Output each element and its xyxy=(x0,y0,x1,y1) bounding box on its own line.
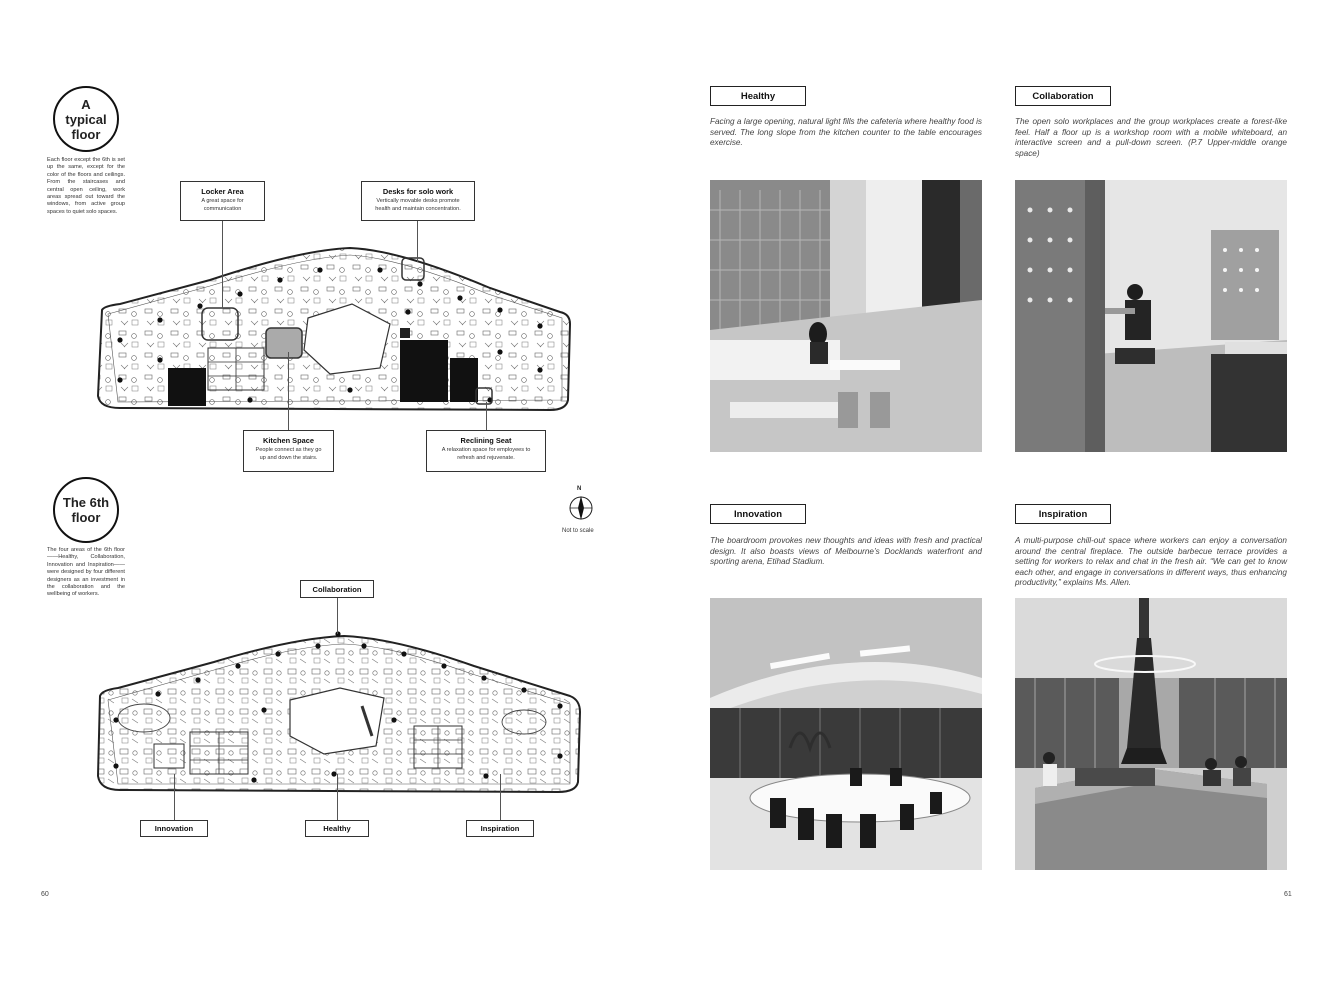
reclining-leader xyxy=(486,402,487,430)
collaboration-leader xyxy=(337,598,338,634)
innovation-leader xyxy=(174,774,175,820)
sixth-inspiration-label: Inspiration xyxy=(466,820,534,837)
section-title-collaboration: Collaboration xyxy=(1015,86,1111,106)
kitchen-title: Kitchen Space xyxy=(263,436,314,445)
sixth-innovation-label: Innovation xyxy=(140,820,208,837)
reclining-callout xyxy=(426,430,546,472)
photo-healthy-cafeteria xyxy=(710,180,982,452)
locker-area-callout xyxy=(180,181,265,221)
section-text-innovation: The boardroom provokes new thoughts and ideas with fresh and practical design. It also boasts views of Melbourne’s Docklands waterfront and sporting arena, Etihad Stadium. xyxy=(710,536,982,567)
reclining-text: A relaxation space for employees to refresh and rejuvenate. xyxy=(441,447,531,461)
sixth-collaboration-label: Collaboration xyxy=(300,580,374,598)
compass-icon xyxy=(565,488,597,522)
scale-note: Not to scale xyxy=(562,528,594,534)
locker-area-leader xyxy=(222,220,223,308)
desks-text: Vertically movable desks promote health and maintain concentration. xyxy=(375,198,461,212)
kitchen-callout xyxy=(243,430,334,472)
desks-title: Desks for solo work xyxy=(382,187,454,196)
section-text-collaboration: The open solo workplaces and the group workplaces create a forest-like feel. Half a floor up is a workshop room with a mobile whiteboard, an interactive screen and a pull-down screen. (P.7 Upper-middle orange space) xyxy=(1015,117,1287,158)
page-number-right: 61 xyxy=(1284,891,1292,898)
compass-north-label: N xyxy=(577,486,582,492)
photo-inspiration-lounge xyxy=(1015,598,1287,870)
kitchen-text: People connect as they go up and down the stairs. xyxy=(255,447,322,461)
sixth-healthy-label: Healthy xyxy=(305,820,369,837)
section-title-healthy: Healthy xyxy=(710,86,806,106)
section-title-inspiration: Inspiration xyxy=(1015,504,1111,524)
sixth-floor-plan xyxy=(94,626,582,794)
section-text-healthy: Facing a large opening, natural light fills the cafeteria where healthy food is served. The long slope from the kitchen counter to the table encourages exercise. xyxy=(710,117,982,148)
typical-floor-plan xyxy=(90,240,574,415)
section-title-innovation: Innovation xyxy=(710,504,806,524)
typical-floor-description: Each floor except the 6th is set up the same, except for the color of the floors and ceilings. From the staircases and central open ceiling, work areas spread out toward the windows, from active group spaces to quiet solo spaces. xyxy=(47,157,125,215)
photo-innovation-boardroom xyxy=(710,598,982,870)
desks-callout xyxy=(361,181,475,221)
sixth-floor-heading: The 6th floor xyxy=(53,477,119,543)
photo-collaboration-workplace xyxy=(1015,180,1287,452)
desks-leader xyxy=(417,220,418,262)
page-number-left: 60 xyxy=(41,891,49,898)
typical-floor-heading: A typical floor xyxy=(53,86,119,152)
locker-area-text: A great space for communication xyxy=(201,198,244,212)
healthy-leader xyxy=(337,774,338,820)
sixth-floor-description: The four areas of the 6th floor——Healthy, Collaboration, Innovation and Inspiration——were designed by four different designers as an investment in the collaboration and the wellbeing of workers. xyxy=(47,547,125,598)
section-text-inspiration: A multi-purpose chill-out space where workers can enjoy a conversation around the central fireplace. The outside barbecue terrace provides a setting for workers to relax and chat in the fresh air. “We can get to know each other, and engage in conversations in different ways, thus enhancing productivity,” explains Ms. Allen. xyxy=(1015,536,1287,588)
locker-area-title: Locker Area xyxy=(201,187,244,196)
inspiration-leader xyxy=(500,774,501,820)
kitchen-leader xyxy=(288,352,289,430)
reclining-title: Reclining Seat xyxy=(460,436,512,445)
